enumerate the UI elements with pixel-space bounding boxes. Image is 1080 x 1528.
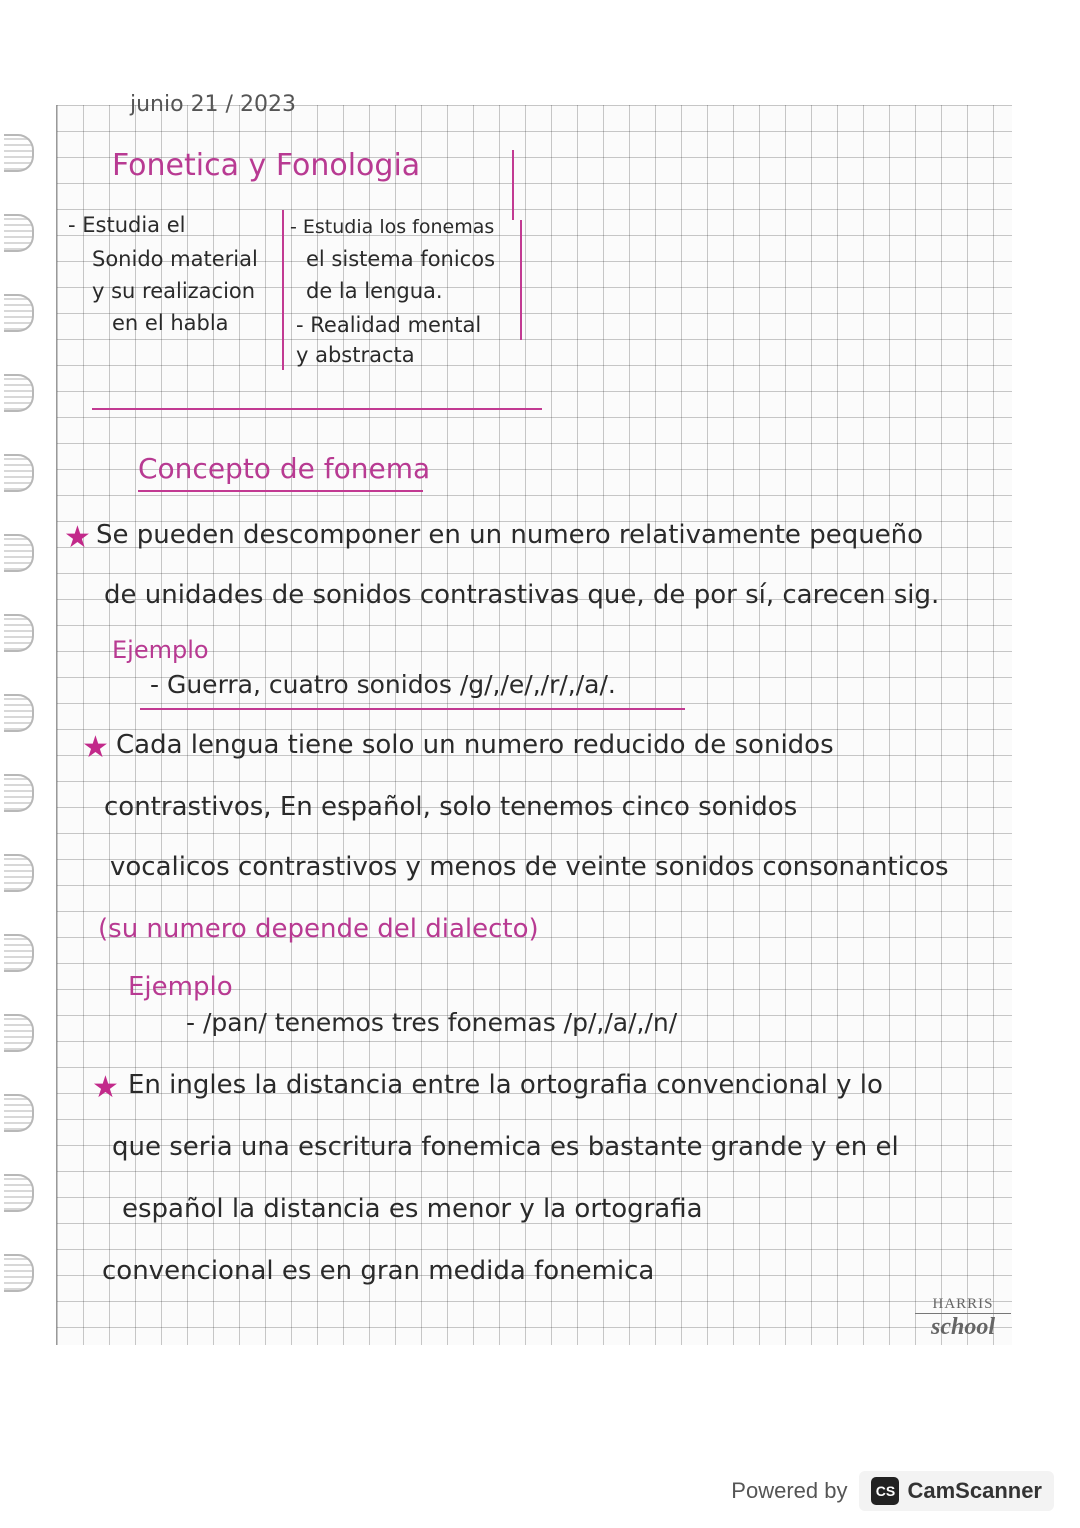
spiral-ring [4, 934, 34, 972]
stamp-line: HARRIS [915, 1296, 1011, 1314]
note-line: Se pueden descomponer en un numero relativamente pequeño [96, 520, 924, 550]
notebook-spiral [0, 120, 48, 1350]
section-title: Concepto de fonema [138, 452, 431, 485]
spiral-ring [4, 214, 34, 252]
powered-by-label: Powered by [731, 1478, 848, 1503]
right-line: de la lengua. [306, 279, 443, 303]
spiral-ring [4, 374, 34, 412]
notebook-brand-stamp [915, 1296, 1011, 1340]
camscanner-watermark [731, 1468, 1054, 1514]
star-icon: ★ [92, 1070, 119, 1105]
spiral-ring [4, 854, 34, 892]
star-icon: ★ [64, 520, 91, 555]
spiral-ring [4, 1094, 34, 1132]
spiral-ring [4, 294, 34, 332]
stamp-line: school [930, 1314, 995, 1340]
example-underline [140, 708, 685, 710]
left-line: en el habla [112, 311, 229, 335]
note-line: convencional es en gran medida fonemica [102, 1256, 655, 1286]
left-line: y su realizacion [92, 279, 256, 303]
spiral-ring [4, 454, 34, 492]
note-line: vocalicos contrastivos y menos de veinte sonidos consonanticos [110, 852, 949, 882]
note-line: que seria una escritura fonemica es bastante grande y en el [112, 1132, 899, 1162]
camscanner-logo-icon: CS [871, 1477, 899, 1505]
spiral-ring [4, 534, 34, 572]
example-text: - Guerra, cuatro sonidos /g/,/e/,/r/,/a/. [150, 670, 616, 699]
camscanner-badge [859, 1471, 1054, 1511]
section-underline [138, 490, 423, 492]
note-aside: (su numero depende del dialecto) [98, 914, 539, 944]
spiral-ring [4, 1174, 34, 1212]
note-line: Cada lengua tiene solo un numero reducido de sonidos [116, 730, 834, 760]
example-text: - /pan/ tenemos tres fonemas /p/,/a/,/n/ [186, 1008, 678, 1037]
note-line: En ingles la distancia entre la ortografia convencional y lo [128, 1070, 883, 1100]
note-line: de unidades de sonidos contrastivas que, de por sí, carecen sig. [104, 580, 940, 610]
spiral-ring [4, 134, 34, 172]
page-title: Fonetica y Fonologia [112, 148, 421, 183]
spiral-ring [4, 694, 34, 732]
spiral-ring [4, 614, 34, 652]
column-divider [282, 210, 284, 370]
spiral-ring [4, 774, 34, 812]
camscanner-name: CamScanner [907, 1478, 1042, 1503]
right-bracket [520, 220, 522, 340]
left-line: Sonido material [92, 247, 258, 271]
divider-wave [92, 408, 542, 410]
spiral-ring [4, 1254, 34, 1292]
example-label: Ejemplo [128, 972, 233, 1002]
star-icon: ★ [82, 730, 109, 765]
spiral-ring [4, 1014, 34, 1052]
right-line: - Realidad mental [296, 313, 482, 337]
note-line: contrastivos, En español, solo tenemos cinco sonidos [104, 792, 798, 822]
note-line: español la distancia es menor y la ortografia [122, 1194, 703, 1224]
left-line: - Estudia el [68, 213, 186, 237]
right-line: - Estudia los fonemas [290, 216, 495, 238]
title-bracket [512, 150, 514, 220]
page-date: junio 21 / 2023 [130, 92, 296, 117]
right-line: y abstracta [296, 343, 415, 367]
right-line: el sistema fonicos [306, 247, 496, 271]
example-label: Ejemplo [112, 636, 209, 664]
